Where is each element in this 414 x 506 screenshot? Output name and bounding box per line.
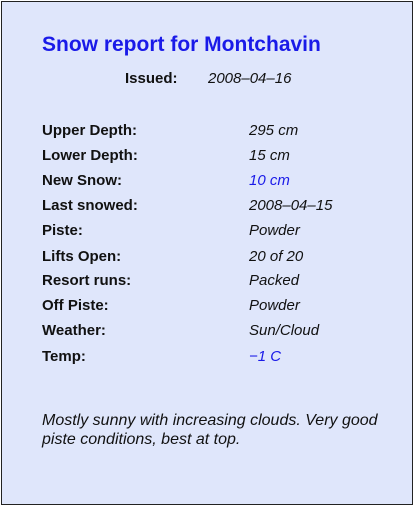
lifts-open-label: Lifts Open:: [42, 248, 122, 265]
new-snow-label: New Snow:: [42, 172, 123, 189]
off-piste-label: Off Piste:: [42, 297, 109, 314]
weather-value: Sun/Cloud: [249, 322, 320, 339]
issued-date: 2008–04–16: [208, 70, 292, 87]
row-temp: [2, 348, 412, 368]
lifts-open-value: 20 of 20: [249, 248, 304, 265]
last-snowed-label: Last snowed:: [42, 197, 138, 214]
upper-depth-value: 295 cm: [249, 122, 299, 139]
piste-value: Powder: [249, 222, 300, 239]
row-upper-depth: [2, 122, 412, 142]
issued-label: Issued:: [125, 70, 178, 87]
forecast-summary: Mostly sunny with increasing clouds. Very good piste conditions, best at top.: [42, 412, 378, 448]
row-weather: [2, 322, 412, 342]
weather-label: Weather:: [42, 322, 106, 339]
resort-runs-label: Resort runs:: [42, 272, 132, 289]
row-resort-runs: [2, 272, 412, 292]
lower-depth-value: 15 cm: [249, 147, 290, 164]
temp-value: −1 C: [249, 348, 282, 365]
row-lower-depth: [2, 147, 412, 167]
row-piste: [2, 222, 412, 242]
off-piste-value: Powder: [249, 297, 300, 314]
last-snowed-value: 2008–04–15: [249, 197, 333, 214]
report-title: Snow report for Montchavin: [42, 33, 321, 56]
resort-runs-value: Packed: [249, 272, 300, 289]
row-new-snow: [2, 172, 412, 192]
row-off-piste: [2, 297, 412, 317]
temp-label: Temp:: [42, 348, 86, 365]
upper-depth-label: Upper Depth:: [42, 122, 137, 139]
piste-label: Piste:: [42, 222, 83, 239]
row-last-snowed: [2, 197, 412, 217]
lower-depth-label: Lower Depth:: [42, 147, 138, 164]
row-lifts-open: [2, 248, 412, 268]
snow-report-card: [1, 1, 413, 505]
new-snow-value: 10 cm: [249, 172, 290, 189]
